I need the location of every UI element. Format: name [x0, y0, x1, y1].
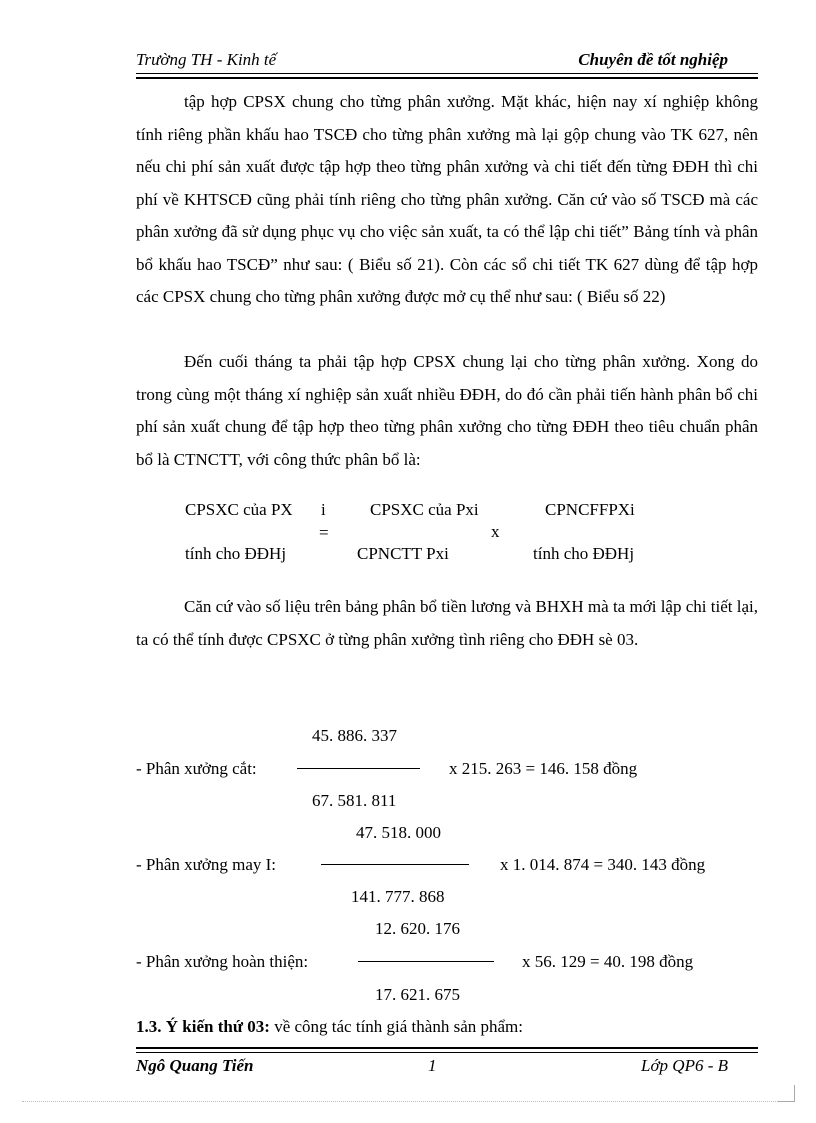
calc-numerator: 12. 620. 176	[375, 919, 460, 938]
fraction-line	[297, 768, 420, 769]
footer-page-number: 1	[428, 1056, 437, 1075]
formula-times: x	[491, 522, 500, 541]
fraction-line	[321, 864, 469, 865]
header-rule-top	[136, 73, 758, 74]
calc-numerator: 45. 886. 337	[312, 726, 397, 745]
formula-rhs-bottom: tính cho ĐĐHj	[533, 544, 635, 563]
page-bottom-edge	[22, 1101, 794, 1102]
formula-rhs-top: CPNCFFPXi	[545, 500, 635, 519]
section-heading: 1.3. Ý kiến thứ 03:	[136, 1017, 270, 1036]
formula-lhs-index: i	[321, 500, 326, 519]
page-corner-mark	[778, 1085, 795, 1102]
paragraph-2-text: Đến cuối tháng ta phải tập hợp CPSX chung lại cho từng phân xưởng. Xong do trong cùng một tháng xí nghiệp sản xuất nhiều ĐĐH, do đó cần phải tiến hành phân bổ chi phí sản xuất chung để tập hợp theo từng phân xưởng cho từng ĐĐH theo tiêu chuẩn phân bổ là CTNCTT, với công thức phân bổ là:	[136, 352, 758, 469]
paragraph-2	[136, 346, 758, 476]
calc-label: - Phân xưởng hoàn thiện:	[136, 952, 309, 971]
paragraph-3-text: Căn cứ vào số liệu trên bảng phân bổ tiền lương và BHXH mà ta mới lập chi tiết lại, ta có thể tính được CPSXC ở từng phân xưởng tình riêng cho ĐĐH sè 03.	[136, 597, 758, 649]
calc-result: x 215. 263 = 146. 158 đồng	[449, 759, 638, 778]
fraction-line	[358, 961, 494, 962]
calc-denominator: 141. 777. 868	[351, 887, 445, 906]
paragraph-1-text: tập hợp CPSX chung cho từng phân xưởng. Mặt khác, hiện nay xí nghiệp không tính riêng phần khấu hao TSCĐ cho từng phân xưởng mà lại gộp chung vào TK 627, nên nếu chi phí sản xuất được tập hợp theo từng phân xưởng và chi tiết đến từng ĐĐH thì chi phí về KHTSCĐ cũng phải tính riêng cho từng phân xưởng. Căn cứ vào số TSCĐ mà các phân xưởng đã sử dụng phục vụ cho việc sản xuất, ta có thể lập chi tiết” Bảng tính và phân bổ khấu hao TSCĐ” như sau: ( Biểu số 21). Còn các sổ chi tiết TK 627 dùng để tập hợp các CPSX chung cho từng phân xưởng được mở cụ thể như sau: ( Biểu số 22)	[136, 92, 758, 306]
header-title: Chuyên đề tốt nghiệp	[578, 50, 728, 69]
formula-mid-top: CPSXC của Pxi	[370, 500, 479, 519]
calc-label: - Phân xưởng may I:	[136, 855, 277, 874]
calc-denominator: 67. 581. 811	[312, 791, 397, 810]
header-rule-bottom	[136, 77, 758, 79]
calc-label: - Phân xưởng cắt:	[136, 759, 257, 778]
section-heading-line	[136, 1017, 523, 1037]
formula-lhs-bottom: tính cho ĐĐHj	[185, 544, 287, 563]
formula-lhs-top: CPSXC của PX	[185, 500, 293, 519]
calc-denominator: 17. 621. 675	[375, 985, 460, 1004]
paragraph-1	[136, 86, 758, 314]
footer-author: Ngô Quang Tiến	[136, 1056, 254, 1075]
section-heading-text: về công tác tính giá thành sản phẩm:	[269, 1017, 523, 1036]
footer-class: Lớp QP6 - B	[641, 1056, 728, 1075]
calc-numerator: 47. 518. 000	[356, 823, 441, 842]
formula-mid-bottom: CPNCTT Pxi	[357, 544, 449, 563]
header-school: Trường TH - Kinh tế	[136, 50, 277, 69]
calc-result: x 56. 129 = 40. 198 đồng	[522, 952, 694, 971]
footer-rule-top	[136, 1047, 758, 1049]
formula-equals: =	[319, 523, 329, 542]
calc-result: x 1. 014. 874 = 340. 143 đồng	[500, 855, 706, 874]
footer-rule-bottom	[136, 1052, 758, 1053]
paragraph-3	[136, 591, 758, 656]
